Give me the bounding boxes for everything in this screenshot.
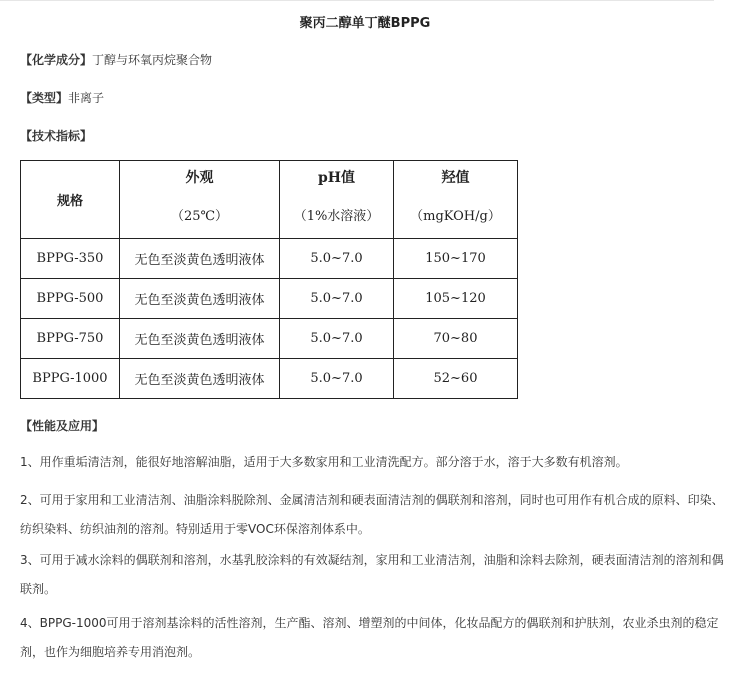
cell-appearance: 无色至淡黄色透明液体 — [120, 359, 280, 399]
cell-spec: BPPG-750 — [21, 319, 120, 359]
applications-heading: 【性能及应用】 — [20, 419, 105, 433]
page-title: 聚丙二醇单丁醚BPPG — [299, 16, 431, 31]
cell-ph: 5.0~7.0 — [280, 359, 394, 399]
composition-value: 丁醇与环氧丙烷聚合物 — [92, 53, 213, 67]
header-appearance-label: 外观 — [185, 170, 214, 186]
table-row — [21, 359, 518, 399]
header-hydroxyl — [394, 161, 518, 239]
header-ph-sub: （1%水溶液） — [293, 209, 380, 224]
application-item-3: 3、可用于减水涂料的偶联剂和溶剂，水基乳胶涂料的有效凝结剂，家用和工业清洁剂，油脂和涂料去除剂，硬表面清洁剂的溶剂和偶联剂。 — [20, 553, 724, 596]
cell-appearance: 无色至淡黄色透明液体 — [120, 239, 280, 279]
header-spec: 规格 — [21, 161, 120, 239]
header-ph — [280, 161, 394, 239]
table-row — [21, 279, 518, 319]
table-row — [21, 319, 518, 359]
type-label: 【类型】 — [20, 91, 69, 105]
table-row — [21, 239, 518, 279]
header-hydroxyl-sub: （mgKOH/g） — [410, 209, 501, 224]
type-line — [20, 91, 104, 105]
spec-heading: 【技术指标】 — [20, 129, 93, 143]
application-item-4: 4、BPPG-1000可用于溶剂基涂料的活性溶剂，生产酯、溶剂、增塑剂的中间体，化妆品配方的偶联剂和护肤剂，农业杀虫剂的稳定剂，也作为细胞培养专用消泡剂。 — [20, 616, 719, 659]
composition-label: 【化学成分】 — [20, 53, 93, 67]
cell-appearance: 无色至淡黄色透明液体 — [120, 279, 280, 319]
cell-spec: BPPG-350 — [21, 239, 120, 279]
application-item-1: 1、用作重垢清洁剂，能很好地溶解油脂，适用于大多数家用和工业清洗配方。部分溶于水，溶于大多数有机溶剂。 — [20, 455, 628, 469]
header-appearance — [120, 161, 280, 239]
composition-line — [20, 53, 212, 67]
header-appearance-sub: （25℃） — [170, 209, 229, 224]
cell-ph: 5.0~7.0 — [280, 319, 394, 359]
cell-hydroxyl: 52~60 — [394, 359, 518, 399]
header-hydroxyl-label: 羟值 — [441, 170, 470, 186]
cell-hydroxyl: 150~170 — [394, 239, 518, 279]
table-header-row — [21, 161, 518, 239]
type-value: 非离子 — [68, 91, 105, 105]
application-item-2: 2、可用于家用和工业清洁剂、油脂涂料脱除剂、金属清洁剂和硬表面清洁剂的偶联剂和溶剂，同时也可用作有机合成的原料、印染、纺织染料、纺织油剂的溶剂。特别适用于零VOC环保溶剂体系中。 — [20, 493, 724, 536]
cell-spec: BPPG-500 — [21, 279, 120, 319]
spec-table — [20, 160, 518, 399]
cell-appearance: 无色至淡黄色透明液体 — [120, 319, 280, 359]
header-ph-label: pH值 — [317, 170, 356, 186]
top-divider — [0, 0, 714, 1]
cell-hydroxyl: 105~120 — [394, 279, 518, 319]
cell-hydroxyl: 70~80 — [394, 319, 518, 359]
cell-spec: BPPG-1000 — [21, 359, 120, 399]
cell-ph: 5.0~7.0 — [280, 239, 394, 279]
cell-ph: 5.0~7.0 — [280, 279, 394, 319]
